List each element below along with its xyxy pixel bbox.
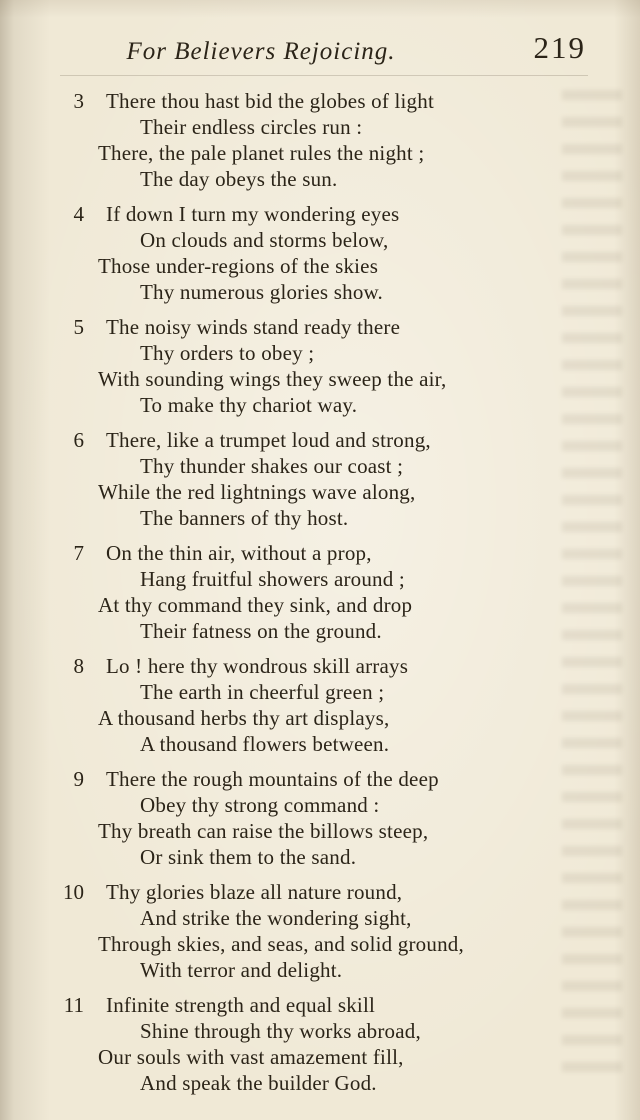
stanza-number: 10 — [63, 880, 84, 904]
stanza-number: 6 — [73, 428, 84, 452]
verse-line: And speak the builder God. — [140, 1071, 377, 1095]
stanza-lines — [96, 540, 588, 644]
verse-line: Infinite strength and equal skill — [106, 993, 376, 1017]
verse-line: Obey thy strong command : — [140, 793, 380, 817]
verse-line: Our souls with vast amazement fill, — [98, 1045, 404, 1069]
stanza — [54, 88, 588, 192]
verse-line: The day obeys the sun. — [140, 167, 338, 191]
verse-line: At thy command they sink, and drop — [98, 593, 413, 617]
stanza — [54, 879, 588, 983]
verse-line: Their endless circles run : — [140, 115, 363, 139]
verse-line: Thy orders to obey ; — [140, 341, 315, 365]
stanza — [54, 540, 588, 644]
stanza — [54, 766, 588, 870]
stanza-number: 7 — [73, 541, 84, 565]
stanza — [54, 653, 588, 757]
verse-line: The noisy winds stand ready there — [106, 315, 401, 339]
stanza-lines — [96, 314, 588, 418]
stanza-number: 8 — [73, 654, 84, 678]
verse-line: Thy numerous glories show. — [140, 280, 383, 304]
verse-line: Through skies, and seas, and solid ground, — [98, 932, 464, 956]
verse-line: The banners of thy host. — [140, 506, 349, 530]
verse-line: If down I turn my wondering eyes — [106, 202, 400, 226]
verse-line: Those under-regions of the skies — [98, 254, 379, 278]
verse-line: With sounding wings they sweep the air, — [98, 367, 447, 391]
header-rule — [60, 75, 588, 76]
verse-line: Their fatness on the ground. — [140, 619, 382, 643]
verse-line: A thousand flowers between. — [140, 732, 390, 756]
stanza — [54, 427, 588, 531]
verse-line: Hang fruitful showers around ; — [140, 567, 405, 591]
verse-line: There, the pale planet rules the night ; — [98, 141, 425, 165]
stanza-number: 11 — [63, 993, 84, 1017]
stanza-lines — [96, 879, 588, 983]
stanza-lines — [96, 766, 588, 870]
verse-line: On the thin air, without a prop, — [106, 541, 372, 565]
verse-line: There, like a trumpet loud and strong, — [106, 428, 431, 452]
verse-line: Shine through thy works abroad, — [140, 1019, 421, 1043]
running-head — [54, 30, 588, 74]
verse-line: And strike the wondering sight, — [140, 906, 412, 930]
verse-line: Thy thunder shakes our coast ; — [140, 454, 404, 478]
verse-line: A thousand herbs thy art displays, — [98, 706, 390, 730]
verse-line: On clouds and storms below, — [140, 228, 389, 252]
stanza-number: 9 — [73, 767, 84, 791]
stanza-lines — [96, 992, 588, 1096]
verse-line: There thou hast bid the globes of light — [106, 89, 434, 113]
section-title: For Believers Rejoicing. — [126, 38, 396, 65]
stanza-lines — [96, 201, 588, 305]
page-number: 219 — [533, 30, 586, 65]
stanza-number: 5 — [73, 315, 84, 339]
verse-line: To make thy chariot way. — [140, 393, 358, 417]
verse-line: Thy glories blaze all nature round, — [106, 880, 403, 904]
verse-line: There the rough mountains of the deep — [106, 767, 439, 791]
verse-line: Thy breath can raise the billows steep, — [98, 819, 429, 843]
verse-line: Or sink them to the sand. — [140, 845, 357, 869]
verse-line: The earth in cheerful green ; — [140, 680, 385, 704]
stanza-lines — [96, 427, 588, 531]
stanza-lines — [96, 88, 588, 192]
verse-line: Lo ! here thy wondrous skill arrays — [106, 654, 409, 678]
stanza-lines — [96, 653, 588, 757]
verse-line: While the red lightnings wave along, — [98, 480, 416, 504]
verse-line: With terror and delight. — [140, 958, 343, 982]
hymn-stanzas — [54, 88, 588, 1096]
stanza-number: 3 — [73, 89, 84, 113]
stanza — [54, 201, 588, 305]
stanza — [54, 992, 588, 1096]
stanza — [54, 314, 588, 418]
stanza-number: 4 — [73, 202, 84, 226]
